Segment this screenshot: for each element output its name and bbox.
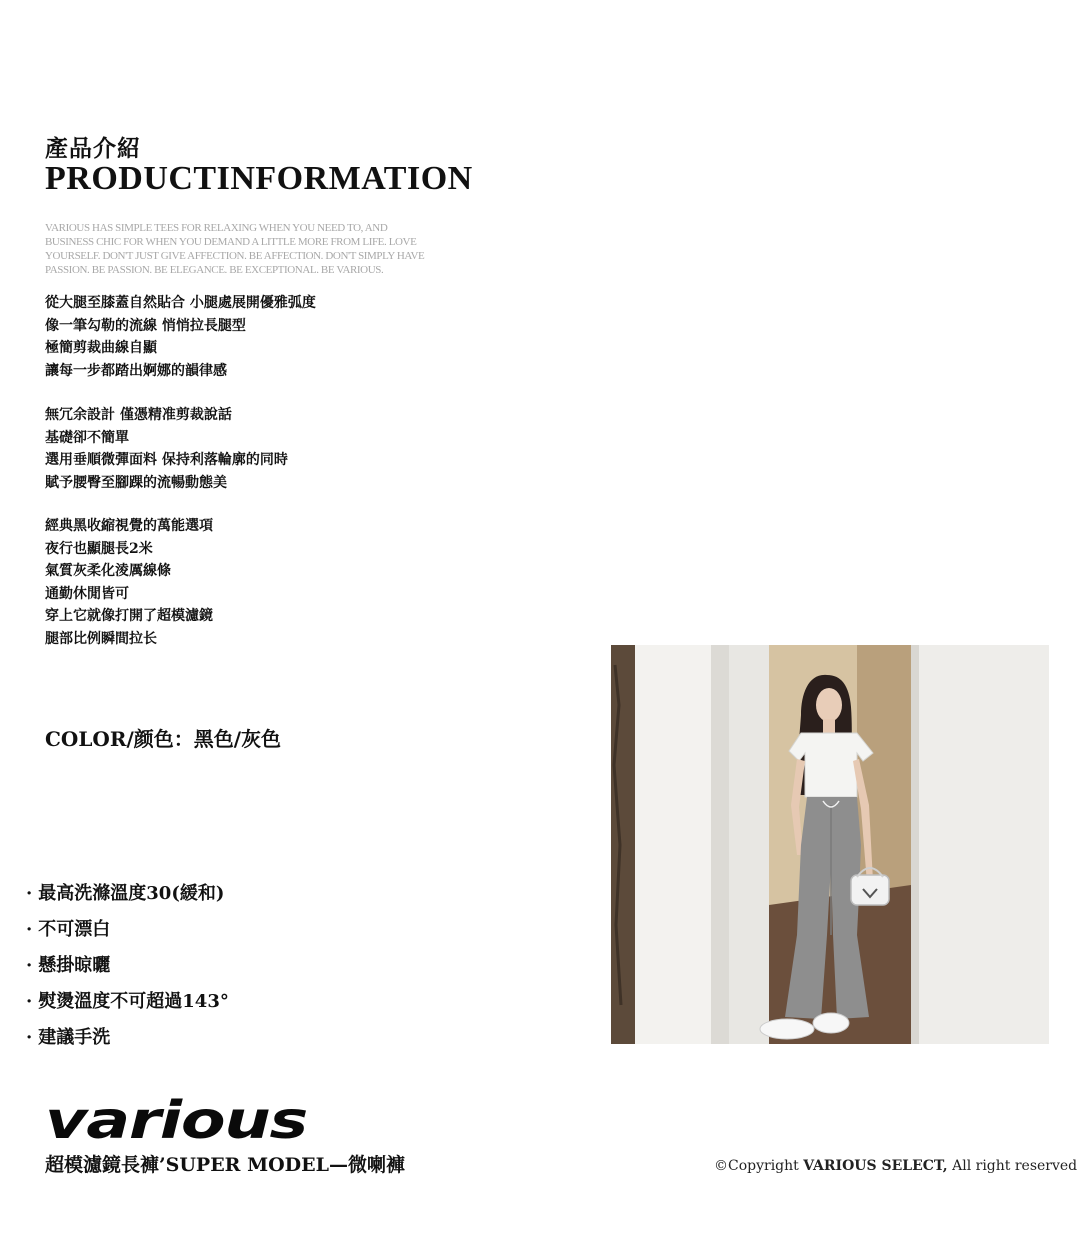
paragraph-line: 夜行也顯腿長2米 — [45, 540, 153, 557]
paragraph-line: 腿部比例瞬間拉长 — [45, 630, 157, 647]
description-line: YOURSELF. DON'T JUST GIVE AFFECTION. BE AFFECTION. DON'T SIMPLY HAVE — [45, 250, 425, 262]
paragraph-line: 通勤休閒皆可 — [45, 585, 129, 602]
care-instructions — [26, 876, 229, 1056]
care-text: 最高洗滌溫度30(緩和) — [38, 883, 225, 904]
paragraph-line: 氣質灰柔化淩厲線條 — [45, 563, 171, 579]
copyright-brand: VARIOUS SELECT, — [803, 1158, 948, 1174]
description-line: PASSION. BE PASSION. BE ELEGANCE. BE EXCEPTIONAL. BE VARIOUS. — [45, 264, 384, 276]
paragraph-line: 基礎卻不簡單 — [45, 429, 129, 446]
description-line: VARIOUS HAS SIMPLE TEES FOR RELAXING WHEN YOU NEED TO, AND — [45, 222, 388, 234]
care-item — [26, 1020, 229, 1056]
copyright-suffix: All right reserved — [952, 1158, 1078, 1174]
logo-text: various — [45, 1098, 308, 1144]
paragraph-line: 穿上它就像打開了超模濾鏡 — [45, 608, 213, 624]
description-line: BUSINESS CHIC FOR WHEN YOU DEMAND A LITTLE MORE FROM LIFE. LOVE — [45, 236, 417, 248]
care-item — [26, 876, 229, 912]
care-text: 熨燙溫度不可超過143° — [38, 991, 229, 1012]
paragraph-line: 極簡剪裁曲線自顯 — [45, 340, 157, 356]
product-paragraph-fabric — [45, 404, 288, 494]
paragraph-line: 經典黑收縮視覺的萬能選項 — [45, 518, 213, 534]
care-item — [26, 912, 229, 948]
paragraph-line: 無冗余設計 僅憑精准剪裁說話 — [45, 407, 232, 423]
bullet-icon: · — [26, 919, 33, 940]
copyright-notice — [714, 1158, 1077, 1174]
care-text: 不可漂白 — [38, 919, 111, 940]
bullet-icon: · — [26, 883, 33, 904]
paragraph-line: 選用垂順微彈面料 保持利落輪廓的同時 — [45, 452, 288, 468]
care-item — [26, 984, 229, 1020]
bullet-icon: · — [26, 991, 33, 1012]
product-tagline: 超模濾鏡長褲’SUPER MODEL—微喇褲 — [45, 1154, 405, 1176]
paragraph-line: 讓每一步都踏出婀娜的韻律感 — [45, 362, 227, 379]
section-title-en: PRODUCTINFORMATION — [45, 160, 473, 197]
brand-description — [45, 221, 515, 277]
product-paragraph-fit — [45, 292, 316, 382]
care-text: 建議手洗 — [38, 1027, 111, 1048]
care-item — [26, 948, 229, 984]
bullet-icon: · — [26, 955, 33, 976]
brand-logo — [45, 1098, 310, 1144]
care-text: 懸掛晾曬 — [38, 955, 111, 976]
color-options: COLOR/颜色：黑色/灰色 — [45, 727, 282, 751]
bullet-icon: · — [26, 1027, 33, 1048]
copyright-prefix: ©Copyright — [714, 1158, 799, 1174]
model-photo — [611, 645, 1049, 1044]
paragraph-line: 賦予腰臀至腳踝的流暢動態美 — [45, 474, 227, 491]
section-title-cn: 產品介紹 — [45, 135, 141, 162]
paragraph-line: 像一筆勾勒的流線 悄悄拉長腿型 — [45, 317, 246, 334]
product-paragraph-colors — [45, 515, 213, 650]
paragraph-line: 從大腿至膝蓋自然貼合 小腿處展開優雅弧度 — [45, 295, 316, 311]
